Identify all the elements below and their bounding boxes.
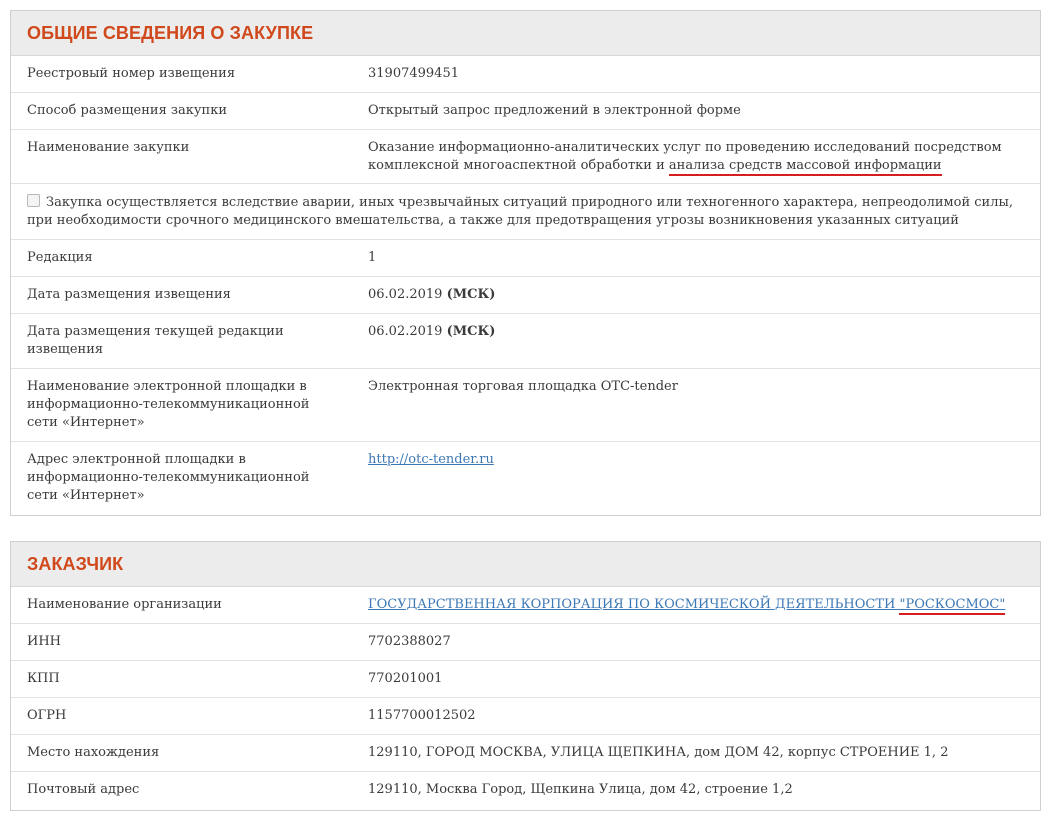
value [368, 596, 1028, 614]
row-inn [11, 624, 1040, 661]
row-purchase-method [11, 93, 1040, 130]
value: Электронная торговая площадка OTC-tender [368, 379, 678, 394]
value: 129110, Москва Город, Щепкина Улица, дом 42, строение 1,2 [368, 782, 793, 797]
value-text: Оказание информационно-аналитических услуг по проведению исследований посредством комплексной многоаспектной обработки и [368, 140, 1002, 173]
org-link[interactable] [368, 597, 1005, 615]
label: Дата размещения текущей редакции извещения [27, 324, 284, 357]
label: ОГРН [27, 708, 67, 723]
row-org-name [11, 587, 1040, 624]
row-platform-url [11, 442, 1040, 515]
emergency-text [27, 194, 1027, 230]
date: 06.02.2019 [368, 287, 443, 302]
row-registry-number [11, 56, 1040, 93]
highlighted-text: "РОСКОСМОС" [899, 597, 1005, 615]
org-name-text: ГОСУДАРСТВЕННАЯ КОРПОРАЦИЯ ПО КОСМИЧЕСКОЙ ДЕЯТЕЛЬНОСТИ [368, 597, 900, 612]
emergency-label: Закупка осуществляется вследствие аварии, иных чрезвычайных ситуаций природного или техногенного характера, непреодолимой силы, при необходимости срочного медицинского вмешательства, а также для предотвращения угрозы возникновения указанных ситуаций [27, 195, 1013, 228]
row-platform-name [11, 369, 1040, 442]
row-location [11, 735, 1040, 772]
customer-title: ЗАКАЗЧИК [27, 554, 124, 574]
label: Адрес электронной площадки в информационно-телекоммуникационной сети «Интернет» [27, 452, 310, 503]
label: Дата размещения извещения [27, 287, 231, 302]
value: Открытый запрос предложений в электронной форме [368, 103, 741, 118]
emergency-checkbox[interactable] [27, 194, 40, 207]
purchase-info-panel [10, 10, 1041, 516]
row-edition [11, 240, 1040, 277]
date: 06.02.2019 [368, 324, 443, 339]
row-edition-date [11, 314, 1040, 369]
purchase-info-title: ОБЩИЕ СВЕДЕНИЯ О ЗАКУПКЕ [27, 23, 314, 43]
row-postal-address [11, 772, 1040, 809]
label: Почтовый адрес [27, 782, 140, 797]
value: 129110, ГОРОД МОСКВА, УЛИЦА ЩЕПКИНА, дом ДОМ 42, корпус СТРОЕНИЕ 1, 2 [368, 745, 949, 760]
label: Место нахождения [27, 745, 160, 760]
label: Редакция [27, 250, 93, 265]
label: Способ размещения закупки [27, 103, 227, 118]
value: 1157700012502 [368, 708, 476, 723]
row-publish-date [11, 277, 1040, 314]
customer-panel [10, 541, 1041, 811]
row-kpp [11, 661, 1040, 698]
label: КПП [27, 671, 60, 686]
label: ИНН [27, 634, 62, 649]
value: 7702388027 [368, 634, 451, 649]
highlighted-text: анализа средств массовой информации [669, 158, 942, 176]
label: Наименование закупки [27, 140, 190, 155]
value [368, 451, 1028, 469]
value [368, 286, 1028, 304]
value: 1 [368, 250, 377, 265]
label: Наименование электронной площадки в информационно-телекоммуникационной сети «Интернет» [27, 379, 310, 430]
timezone: (МСК) [446, 324, 496, 339]
row-ogrn [11, 698, 1040, 735]
value: 31907499451 [368, 66, 459, 81]
value [368, 139, 1028, 175]
value [368, 323, 1028, 341]
row-purchase-name [11, 130, 1040, 184]
row-emergency [11, 184, 1040, 240]
customer-header [11, 542, 1040, 587]
value: 770201001 [368, 671, 443, 686]
label: Наименование организации [27, 597, 222, 612]
timezone: (МСК) [446, 287, 496, 302]
label: Реестровый номер извещения [27, 66, 236, 81]
platform-link[interactable]: http://otc-tender.ru [368, 452, 494, 467]
purchase-info-header [11, 11, 1040, 56]
